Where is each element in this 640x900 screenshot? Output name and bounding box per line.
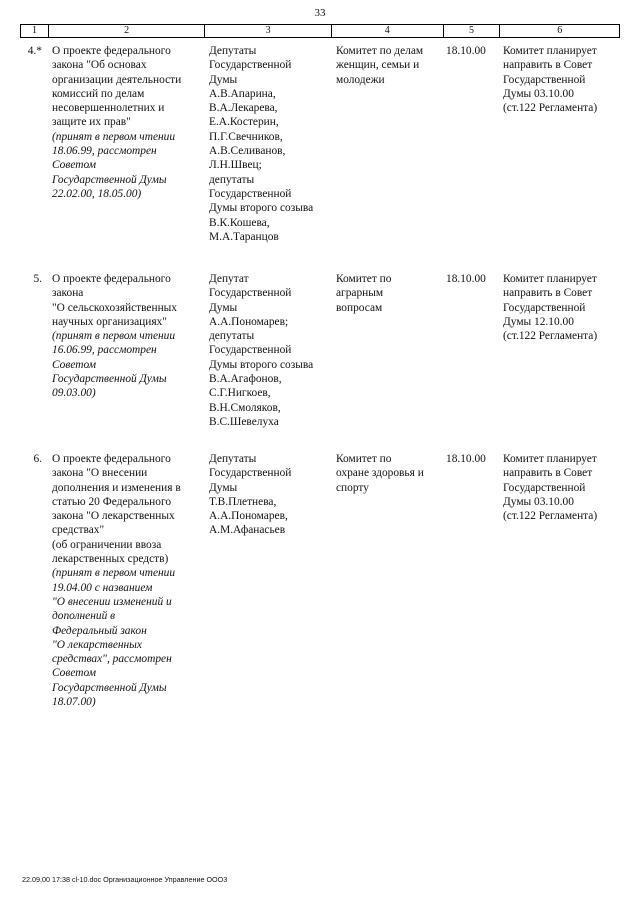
bill-title-cell <box>48 272 205 429</box>
author-line: В.Н.Смоляков, <box>209 401 281 414</box>
plan-line: Думы 03.10.00 <box>503 495 574 508</box>
plan-cell <box>501 272 620 429</box>
authors-cell <box>205 272 332 429</box>
author-line: Государственной <box>209 187 292 200</box>
header-col-5: 5 <box>444 25 501 37</box>
date-cell: 18.10.00 <box>446 453 486 465</box>
bill-note-line: средствах", рассмотрен <box>52 653 172 666</box>
bill-note-line: "О внесении изменений и <box>52 595 172 608</box>
author-line: Депутаты <box>209 45 257 57</box>
bill-title-line: О проекте федерального <box>52 453 171 465</box>
author-line: Л.Н.Швец; <box>209 159 262 172</box>
table-row <box>20 452 620 709</box>
author-line: М.А.Таранцов <box>209 230 279 243</box>
committee-line: спорту <box>336 481 369 494</box>
plan-line: Государственной <box>503 481 586 494</box>
plan-line: Думы 03.10.00 <box>503 87 574 100</box>
bill-title-line: закона "Об основах <box>52 59 147 72</box>
author-line: Т.В.Плетнева, <box>209 495 277 508</box>
author-line: П.Г.Свечников, <box>209 130 283 143</box>
author-line: Депутат <box>209 273 249 285</box>
author-line: В.А.Агафонов, <box>209 373 282 386</box>
table-header <box>20 24 620 38</box>
header-col-2: 2 <box>49 25 205 37</box>
plan-cell <box>501 44 620 244</box>
plan-line: (ст.122 Регламента) <box>503 330 598 343</box>
author-line: депутаты <box>209 330 255 343</box>
committee-line: молодежи <box>336 73 385 86</box>
bill-note-line: Федеральный закон <box>52 624 147 637</box>
bill-title-line: научных организациях" <box>52 315 167 328</box>
author-line: С.Г.Нигкоев, <box>209 387 271 400</box>
plan-line: (ст.122 Регламента) <box>503 510 598 523</box>
author-line: Государственной <box>209 344 292 357</box>
author-line: А.М.Афанасьев <box>209 524 286 537</box>
header-col-3: 3 <box>205 25 332 37</box>
plan-line: направить в Совет <box>503 59 593 72</box>
author-line: депутаты <box>209 173 255 186</box>
committee-line: аграрным <box>336 287 384 300</box>
row-number: 4.* <box>27 45 42 57</box>
table-row <box>20 44 620 244</box>
header-col-4: 4 <box>332 25 444 37</box>
bill-note-line: 22.02.00, 18.05.00) <box>52 187 142 200</box>
page-number: 33 <box>314 7 326 19</box>
author-line: Е.А.Костерин, <box>209 116 279 129</box>
bill-note-line: (принят в первом чтении <box>52 567 176 580</box>
bill-note-line: Советом <box>52 358 96 371</box>
author-line: Государственной <box>209 59 292 72</box>
bill-note-line: Советом <box>52 159 96 172</box>
author-line: А.А.Пономарев, <box>209 510 288 523</box>
bill-title-line: закона <box>52 287 84 300</box>
author-line: В.А.Лекарева, <box>209 102 278 115</box>
plan-cell <box>501 452 620 709</box>
plan-line: Комитет планирует <box>503 273 597 285</box>
header-col-6: 6 <box>557 25 563 36</box>
bill-note-line: 18.07.00) <box>52 696 96 709</box>
author-line: А.В.Селиванов, <box>209 145 286 158</box>
author-line: Думы <box>209 73 238 86</box>
bill-note-line: 16.06.99, рассмотрен <box>52 344 157 357</box>
plan-line: Думы 12.10.00 <box>503 315 574 328</box>
author-line: В.С.Шевелуха <box>209 415 279 428</box>
bill-title-line: лекарственных средств) <box>52 553 169 566</box>
bill-note-line: (принят в первом чтении <box>52 330 176 343</box>
author-line: Думы второго созыва <box>209 358 314 371</box>
plan-line: Государственной <box>503 301 586 314</box>
bill-note-line: 09.03.00) <box>52 387 96 400</box>
date-cell: 18.10.00 <box>446 45 486 57</box>
bill-title-line: закона "О лекарственных <box>52 510 175 523</box>
author-line: Государственной <box>209 287 292 300</box>
author-line: Думы <box>209 481 238 494</box>
bill-title-line: статью 20 Федерального <box>52 495 172 508</box>
bill-note-line: дополнений в <box>52 610 116 623</box>
plan-line: (ст.122 Регламента) <box>503 102 598 115</box>
bill-title-line: (об ограничении ввоза <box>52 538 162 551</box>
bill-note-line: Советом <box>52 667 96 680</box>
document-footer: 22.09.00 17:38 cl-10.doc Организационное Управление ООО3 <box>22 875 228 884</box>
row-number: 6. <box>33 453 42 465</box>
plan-line: Комитет планирует <box>503 45 597 57</box>
bill-note-line: 18.06.99, рассмотрен <box>52 145 157 158</box>
table-row <box>20 272 620 429</box>
committee-line: Комитет по <box>336 453 392 465</box>
header-col-1: 1 <box>21 25 49 37</box>
plan-line: направить в Совет <box>503 287 593 300</box>
bill-note-line: Государственной Думы <box>52 173 167 186</box>
row-number: 5. <box>33 273 42 285</box>
bill-note-line: 19.04.00 с названием <box>52 581 153 594</box>
bill-title-cell <box>48 44 205 244</box>
bill-title-line: комиссий по делам <box>52 87 145 100</box>
bill-note-line: (принят в первом чтении <box>52 130 176 143</box>
committee-cell <box>332 272 444 429</box>
committee-line: охране здоровья и <box>336 467 424 480</box>
author-line: А.А.Пономарев; <box>209 315 289 328</box>
author-line: Депутаты <box>209 453 257 465</box>
plan-line: направить в Совет <box>503 467 593 480</box>
committee-line: Комитет по <box>336 273 392 285</box>
plan-line: Комитет планирует <box>503 453 597 465</box>
authors-cell <box>205 452 332 709</box>
bill-title-line: закона "О внесении <box>52 467 148 480</box>
bill-title-line: защите их прав" <box>52 116 131 129</box>
author-line: А.В.Апарина, <box>209 87 276 100</box>
author-line: В.К.Кошева, <box>209 216 270 229</box>
authors-cell <box>205 44 332 244</box>
author-line: Государственной <box>209 467 292 480</box>
bill-title-line: "О сельскохозяйственных <box>52 301 178 314</box>
bill-title-line: средствах" <box>52 524 105 537</box>
committee-line: вопросам <box>336 301 383 314</box>
bill-note-line: Государственной Думы <box>52 373 167 386</box>
bill-note-line: Государственной Думы <box>52 681 167 694</box>
bill-title-cell <box>48 452 205 709</box>
committee-cell <box>332 452 444 709</box>
bill-note-line: "О лекарственных <box>52 638 142 651</box>
date-cell: 18.10.00 <box>446 273 486 285</box>
bill-title-line: О проекте федерального <box>52 273 171 285</box>
committee-line: женщин, семьи и <box>336 59 420 72</box>
plan-line: Государственной <box>503 73 586 86</box>
bill-title-line: организации деятельности <box>52 73 182 86</box>
bill-title-line: О проекте федерального <box>52 45 171 57</box>
committee-line: Комитет по делам <box>336 45 424 57</box>
author-line: Думы <box>209 301 238 314</box>
bill-title-line: несовершеннолетних и <box>52 102 165 115</box>
committee-cell <box>332 44 444 244</box>
author-line: Думы второго созыва <box>209 202 314 215</box>
bill-title-line: дополнения и изменения в <box>52 481 181 494</box>
